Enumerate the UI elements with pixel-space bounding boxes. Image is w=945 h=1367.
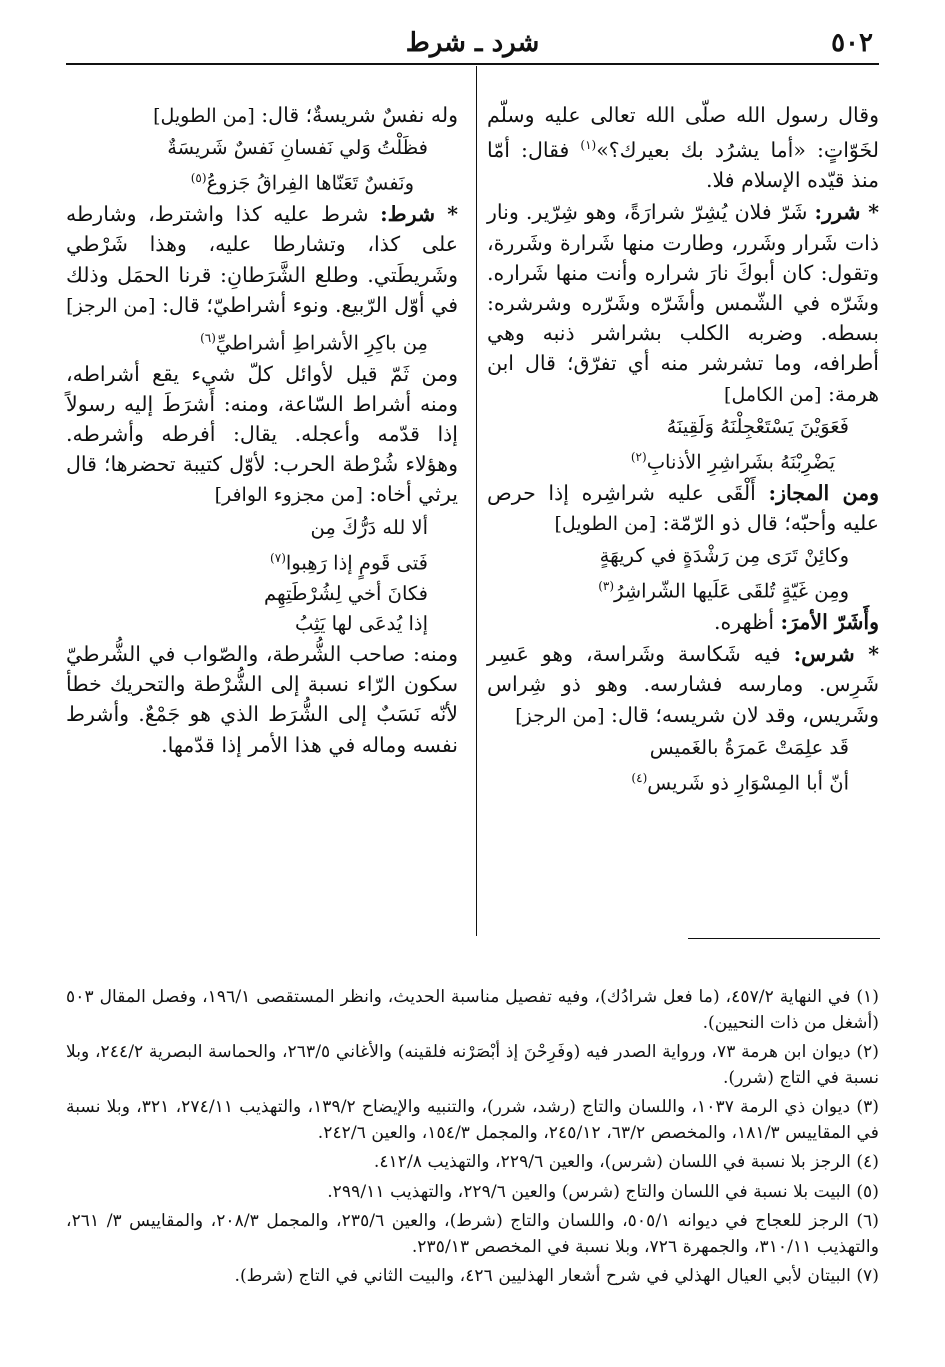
text: فقال: أمّا منذ قيّده الإسلام فلا. bbox=[487, 138, 879, 193]
page-number: ٥٠٢ bbox=[831, 28, 873, 58]
text: شَرّ فلان يُشِرّ شرارَةً، وهو شِرّير. ونار ذات شَرار وشَرر، وطارت منها شَرارة وشَررة، وتقول: كان أبوكَ نارَ شراره وأنت منها شَراره. وشَرّه في الشّمس وأشَرّه وشَرّره وشرشره: بسطه. وضربه الكلب بشراشر ذنبه وهي أطرافه، وما تشرشر منه أي تفرّق؛ قال ابن هرمة: bbox=[487, 200, 879, 406]
footnote-ref: (٥) bbox=[190, 171, 207, 186]
verse-line bbox=[487, 442, 879, 478]
page-header bbox=[66, 22, 879, 62]
verse-line: قَد علِمَتْ عَمرَةُ بالغَميس bbox=[649, 735, 849, 759]
text: مِن باكِرِ الأشراطِ أشراطيِّ bbox=[215, 331, 428, 355]
text: فَتى قَومٍ إذا رَهِبوا bbox=[285, 551, 428, 575]
text: ومِن غَيّةٍ تُلقَى عَلَيها الشّراشِرُ bbox=[614, 579, 849, 603]
footnote-ref: (٣) bbox=[598, 579, 615, 594]
verse-line: فظَلْتُ وَلي نَفسانِ نَفسٌ شَريسَةٌ bbox=[167, 136, 428, 160]
entry-headword: * شرر: bbox=[814, 200, 879, 225]
verse-line bbox=[66, 163, 458, 199]
footnote-ref: (٦) bbox=[200, 330, 216, 345]
footnote-ref: (٢) bbox=[630, 450, 647, 465]
text: يَضْرِبْنَهُ بشَراشِرِ الأذنابِ bbox=[646, 450, 835, 474]
footnote: (٧) البيتان لأبي العيال الهذلي في شرح أشعار الهذليين ٤٢٦، والبيت الثاني في التاج (شرط). bbox=[234, 1266, 879, 1286]
footnote-ref: (٧) bbox=[270, 550, 286, 565]
text: شرط عليه كذا واشترط، وشارطه على كذا، وتشارطا عليه، وهذا شَرْطي وشَريطَتي. وطلع الشَّرَطانِ: قرنا الحمَل وذلك في أوّل الرّبيع. ونوء أشراطيّ؛ قال: bbox=[66, 202, 458, 317]
paragraph bbox=[66, 359, 458, 511]
verse-line bbox=[66, 323, 458, 359]
text: فيه شَكاسة وشَراسة، وهو عَسِر شَرِس. ومارسه فشارسه. وهو ذو شِراس وشَريس، وقد لان شريسه؛ قال: bbox=[487, 642, 879, 727]
text: وله نفسٌ شريسةٌ؛ قال: bbox=[261, 103, 458, 127]
footnotes bbox=[66, 985, 879, 1294]
text: ونَفسٌ تَعَنّاها الفِراقُ جَزوعُ bbox=[206, 171, 414, 195]
left-column bbox=[66, 100, 458, 762]
text: وقال رسول الله صلّى الله تعالى عليه وسلّم لخَوّاتٍ: «أما يشرُد بك بعيرك؟» bbox=[487, 103, 879, 163]
paragraph bbox=[487, 478, 879, 539]
entry-headword: * شرط: bbox=[380, 202, 459, 227]
entry-headword: * شرس: bbox=[793, 642, 880, 667]
paragraph bbox=[487, 100, 879, 195]
verse-line: وكائِنْ تَرَى مِن رَشْدَةٍ في كريهَةٍ bbox=[599, 544, 849, 568]
meter-label: [من الرجز] bbox=[66, 294, 156, 317]
verse-line: ألا لله دَرُّكَ مِن bbox=[310, 515, 428, 539]
footnote: (٣) ديوان ذي الرمة ١٠٣٧، واللسان والتاج (رشد، شرر)، والتنبيه والإيضاح ١٣٩/٢، والتهذيب ٢٧٤/١١، ٣٢١، وبلا نسبة في المقاييس ١٨١/٣، والمخصص ٦٣/٢، ٢٤٥/١٢، والمجمل ١٥٤/٣، والعين ٢٤٢/٦. bbox=[66, 1097, 880, 1143]
verse-line: إذا يُدعَى لها يَثِبُ bbox=[295, 611, 428, 635]
meter-label: [من الطويل] bbox=[554, 512, 657, 535]
verse-line bbox=[487, 763, 879, 799]
paragraph bbox=[487, 607, 879, 637]
verse-line: فكانَ أخي لِشُرْطَتِهِم bbox=[264, 581, 428, 605]
text: ومن ثَمّ قيل لأوائل كلّ شيء يقع أشراطه، ومنه أشراط السّاعة، ومنه: أَشرَطَ إليه رسولاً إذا قدّمه وأعجله. يقال: أفرطه وأشرطه. وهؤلاء شُرْطة الحرب: لأوّل كتيبة تحضرها؛ قال يرثي أخاه: bbox=[66, 361, 458, 507]
meter-label: [من الرجز] bbox=[515, 704, 605, 727]
footnote: (١) في النهاية ٤٥٧/٢، (ما فعل شرادُك)، وفيه تفصيل مناسبة الحديث، وانظر المستقصى ١٩٦/١، وفصل المقال ٥٠٣ (أشغل من ذات النحيين). bbox=[66, 987, 879, 1033]
paragraph bbox=[66, 100, 458, 131]
entry-sharar bbox=[487, 197, 879, 409]
footnote: (٦) الرجز للعجاج في ديوانه ٥٠٥/١، واللسان والتاج (شرط)، والعين ٢٣٥/٦، والمجمل ٢٠٨/٣، والمقاييس ٣/ ٢٦١، والتهذيب ٣١٠/١١، والجمهرة ٧٢٦، وبلا نسبة في المخصص ٢٣٥/١٣. bbox=[66, 1211, 879, 1257]
meter-label: [من مجزوء الوافر] bbox=[214, 484, 363, 507]
right-column bbox=[487, 100, 879, 799]
header-rule bbox=[66, 63, 879, 65]
section-label: وأَشَرّ الأمرَ: bbox=[780, 610, 879, 635]
verse-line bbox=[487, 571, 879, 607]
footnote: (٤) الرجز بلا نسبة في اللسان (شرس)، والعين ٢٢٩/٦، والتهذيب ٤١٢/٨. bbox=[373, 1152, 879, 1172]
meter-label: [من الكامل] bbox=[724, 383, 822, 406]
verse-line: فَعَوَيْنَ يَسْتَعْجِلْنَهُ وَلَقِينَهُ bbox=[666, 414, 849, 438]
entry-sharas bbox=[487, 639, 879, 731]
paragraph bbox=[66, 639, 458, 760]
footnote: (٢) ديوان ابن هرمة ٧٣، ورواية الصدر فيه (وفَرِحْنَ إذ أبْصَرْنه فلقينه) والأغاني ٢٦٣/٥، والحماسة البصرية ٢٤٤/٢، وبلا نسبة في التاج (شرر). bbox=[66, 1042, 879, 1088]
running-head: شرد ـ شرط bbox=[405, 28, 540, 58]
text: ومنه: صاحب الشُّرطة، والصّواب في الشُّرطيّ سكون الرّاء نسبة إلى الشُّرْطة والتحريك خطأ لأنّه نَسَبٌ إلى الشُّرَط الذي هو جَمْعٌ. وأشرط نفسه وماله في هذا الأمر إذا قدّمها. bbox=[66, 641, 458, 757]
entry-shart bbox=[66, 199, 458, 321]
meter-label: [من الطويل] bbox=[153, 105, 255, 127]
section-label: ومن المجاز: bbox=[768, 480, 879, 505]
footnote-ref: (٤) bbox=[631, 771, 648, 786]
footnote-rule bbox=[688, 938, 880, 939]
text: أنّ أبا المِسْوَارِ ذو شَريس bbox=[647, 771, 849, 795]
column-divider bbox=[476, 66, 477, 936]
footnote-ref: (١) bbox=[580, 138, 597, 153]
verse-line bbox=[66, 543, 458, 579]
text: أَلْقَى عليه شراشِره إذا حرص عليه وأحبّه؛ قال ذو الرّمّة: bbox=[487, 480, 879, 535]
text: أظهره. bbox=[713, 610, 781, 635]
footnote: (٥) البيت بلا نسبة في اللسان والتاج (شرس) والعين ٢٢٩/٦، والتهذيب ٢٩٩/١١. bbox=[327, 1181, 879, 1202]
